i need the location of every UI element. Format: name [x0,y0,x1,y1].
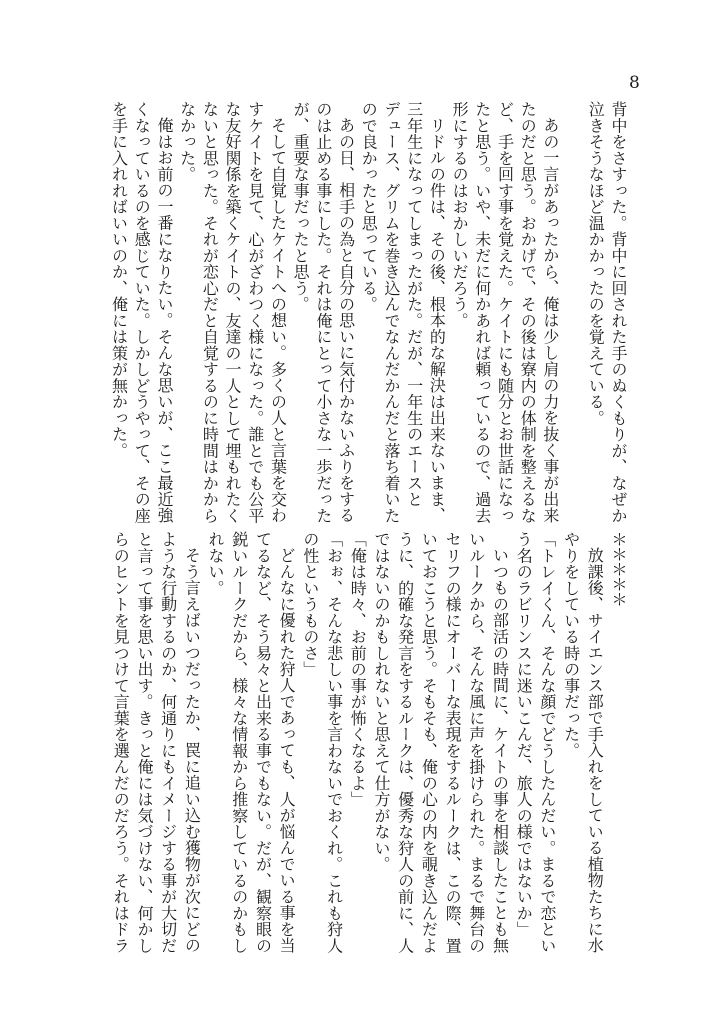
text-line: ので良かったと思っている。 [359,101,379,313]
text-line: たのだと思う。おかげで、その後は寮内の体制を整えるな [518,101,538,524]
text-line: リドルの件は、その後、根本的な解決は出来ないまま、 [427,117,447,524]
text-line: くなっているのを感じていた。しかしどうやって、その座 [132,101,152,524]
text-line: うに、的確な発言をするルークは、優秀な狩人の前に、人 [395,531,415,954]
text-line: ような行動するのか、何通りにもイメージする事が大切だ [158,531,178,954]
text-line: 三年生になってしまったがた。だが、一年生のエースと [404,101,424,508]
text-line: 鋭いルークだから、様々な情報から推察しているのかもし [229,531,249,954]
text-line: いておこうと思う。そもそも、俺の心の内を覗き込んだよ [419,531,439,954]
text-line: う名のラビリンスに迷いこんだ、旅人の様ではないか」 [514,531,534,938]
text-line: 俺はお前の一番になりたい。そんな思いが、ここ最近強 [154,117,174,524]
text-line: のは止める事にした。それは俺にとって小さな一歩だった [313,101,333,524]
text-line: の性というものさ」 [300,531,320,678]
text-line: ど、手を回す事を覚えた。ケイトにも随分とお世話になっ [495,101,515,524]
text-line: が、重要な事だったと思う。 [291,101,311,313]
text-line: を手に入れればいいのか、俺には策が無かった。 [109,101,129,459]
text-line: れない。 [206,531,226,596]
text-line: セリフの様にオーバーな表現をするルークは、この際、置 [443,531,463,954]
text-line: あの日、相手の為と自分の思いに気付かないふりをする [336,117,356,524]
section-break: ＊＊＊＊＊ [609,531,628,606]
text-line: 泣きそうなほど温かかったのを覚えている。 [586,101,606,426]
text-line: ないと思った。それが恋心だと自覚するのに時間はかから [200,101,220,524]
text-line: ではないのかもしれないと思えて仕方がない。 [371,531,391,873]
text-line: たと思う。いや、未だに何かあれば頼っているので、過去 [472,101,492,524]
text-line: そう言えばいつだったか、罠に追い込む獲物が次にどの [182,547,202,954]
text-line: な友好関係を築くケイトの、友達の一人として埋もれたく [223,101,243,524]
text-line: すケイトを見て、心がざわつく様になった。誰とでも公平 [245,101,265,524]
text-line: と言って事を思い出す。きっと俺には気づけない、何かし [134,531,154,954]
text-line: 「トレイくん、そんな顔でどうしたんだい。まるで恋とい [537,531,557,954]
blank-line [561,101,584,501]
text-line: そして自覚したケイトへの想い。多くの人と言葉を交わ [268,117,288,524]
text-line: 形にするのはおかしいだろう。 [450,101,470,329]
text-line: らのヒントを見つけて言葉を選んだのだろう。それはドラ [111,531,131,954]
page-number: 8 [629,73,640,93]
text-line: あの一言があったから、俺は少し肩の力を抜く事が出来 [540,117,560,524]
text-line: やりをしている時の事だった。 [561,531,581,759]
text-line: いつもの部活の時間に、ケイトの事を相談したことも無 [490,547,510,954]
text-line: 背中をさすった。背中に回された手のぬくもりが、なぜか [609,101,628,524]
text-block-top [107,101,629,524]
text-line: どんなに優れた狩人であっても、人が悩んでいる事を当 [277,547,297,954]
text-line: デュース、グリムを巻き込んでなんだかんだと落ち着いた [381,101,401,524]
text-line: 「俺は時々、お前の事が怖くなるよ」 [348,531,368,808]
text-line: いルークから、そんな風に声を掛けられた。まるで舞台の [466,531,486,954]
text-line: 放課後、サイエンス部で手入れをしている植物たちに水 [585,547,605,954]
text-line: てるなど、そう易々と出来る事でもない。だが、観察眼の [253,531,273,954]
text-line: 「おぉ、そんな悲しい事を言わないでおくれ。これも狩人 [324,531,344,954]
text-line: なかった。 [177,101,197,183]
text-block-bottom [109,531,630,954]
